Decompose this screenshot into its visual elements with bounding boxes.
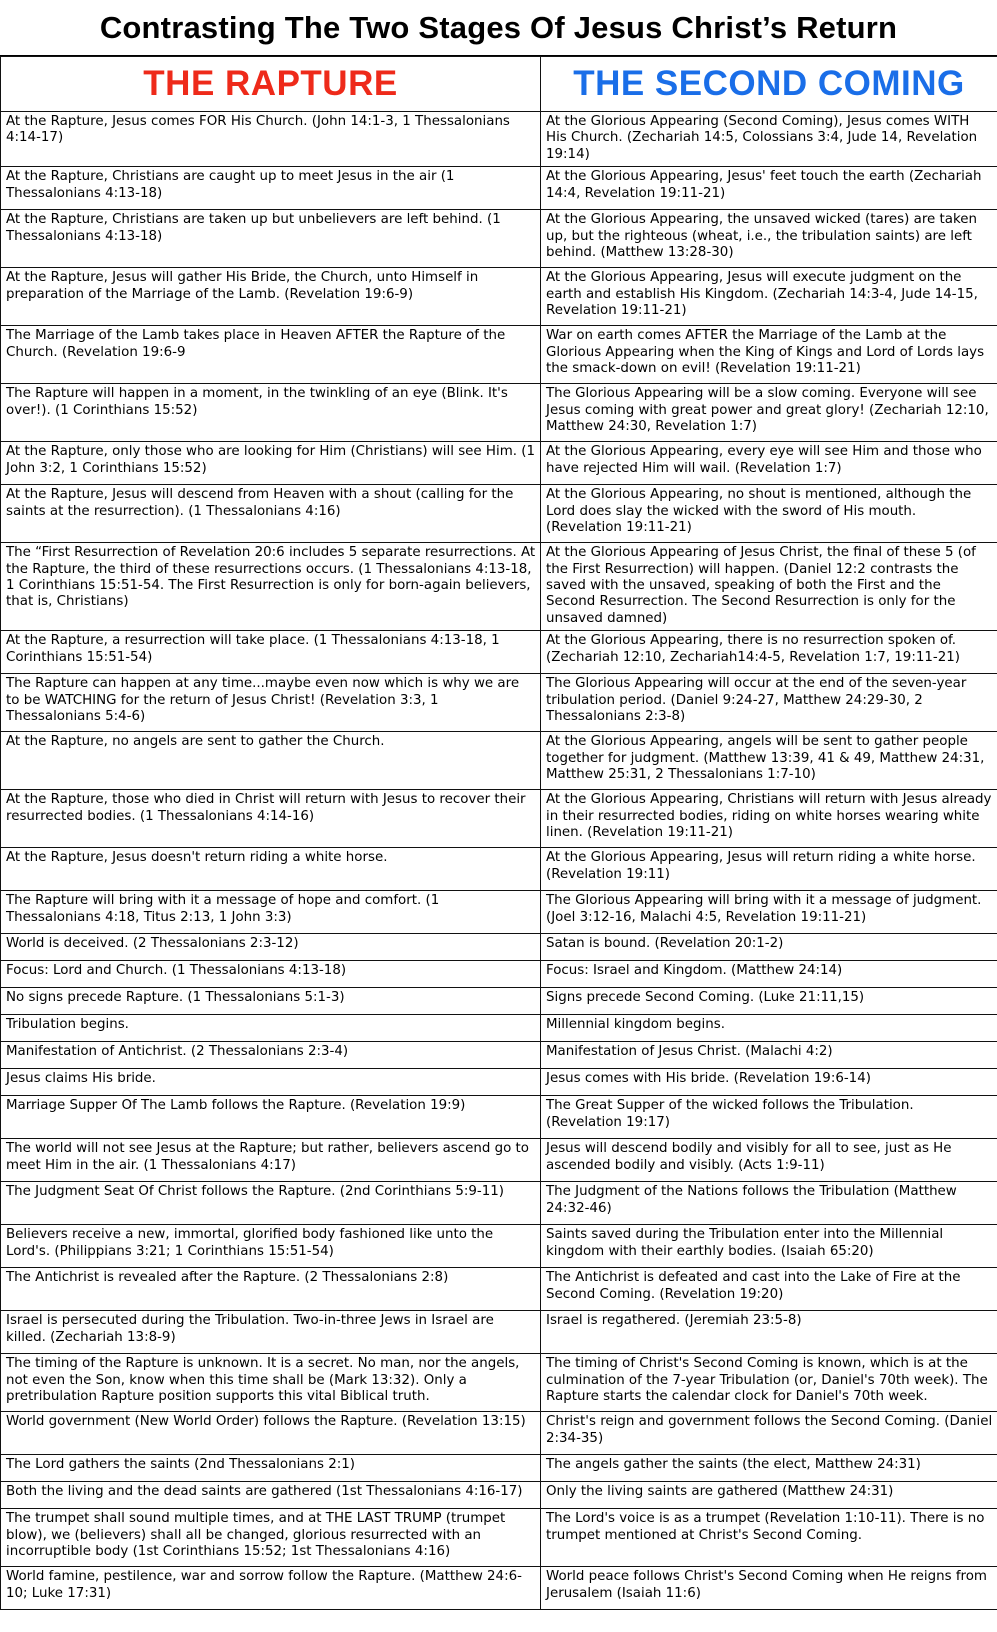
second-coming-cell: At the Glorious Appearing, there is no resurrection spoken of. (Zechariah 12:10, Zechariah14:4-5, Revelation 1:7, 19:11-21) — [541, 631, 997, 674]
second-coming-cell: World peace follows Christ's Second Coming when He reigns from Jerusalem (Isaiah 11:6) — [541, 1567, 997, 1610]
rapture-cell: At the Rapture, only those who are looking for Him (Christians) will see Him. (1 John 3:2, 1 Corinthians 15:52) — [1, 442, 541, 485]
rapture-cell: At the Rapture, no angels are sent to gather the Church. — [1, 732, 541, 790]
second-coming-cell: The Antichrist is defeated and cast into the Lake of Fire at the Second Coming. (Revelation 19:20) — [541, 1268, 997, 1311]
table-row — [1, 631, 997, 674]
rapture-cell: At the Rapture, those who died in Christ will return with Jesus to recover their resurrected bodies. (1 Thessalonians 4:14-16) — [1, 790, 541, 848]
second-coming-cell: The Glorious Appearing will be a slow coming. Everyone will see Jesus coming with great power and great glory! (Zechariah 12:10, Matthew 24:30, Revelation 1:7) — [541, 384, 997, 442]
second-coming-cell: Millennial kingdom begins. — [541, 1015, 997, 1042]
second-coming-cell: The timing of Christ's Second Coming is known, which is at the culmination of the 7-year Tribulation (or, Daniel's 70th week). The Rapture starts the calendar clock for Daniel's 70th week. — [541, 1354, 997, 1412]
table-row — [1, 1139, 997, 1182]
table-row — [1, 1455, 997, 1482]
rapture-cell: The Lord gathers the saints (2nd Thessalonians 2:1) — [1, 1455, 541, 1482]
rapture-cell: At the Rapture, Christians are taken up but unbelievers are left behind. (1 Thessalonians 4:13-18) — [1, 210, 541, 268]
table-row — [1, 1225, 997, 1268]
rapture-cell: Marriage Supper Of The Lamb follows the Rapture. (Revelation 19:9) — [1, 1096, 541, 1139]
table-row — [1, 1096, 997, 1139]
rapture-cell: The “First Resurrection of Revelation 20:6 includes 5 separate resurrections. At the Rapture, the third of these resurrections occurs. (1 Thessalonians 4:13-18, 1 Corinthians 15:51-54. The First Resurrection is only for born-again believers, that is, Christians) — [1, 543, 541, 631]
table-row — [1, 112, 997, 167]
rapture-cell: Jesus claims His bride. — [1, 1069, 541, 1096]
rapture-cell: No signs precede Rapture. (1 Thessalonians 5:1-3) — [1, 988, 541, 1015]
table-row — [1, 934, 997, 961]
rapture-cell: Manifestation of Antichrist. (2 Thessalonians 2:3-4) — [1, 1042, 541, 1069]
table-row — [1, 442, 997, 485]
second-coming-cell: Manifestation of Jesus Christ. (Malachi 4:2) — [541, 1042, 997, 1069]
rapture-cell: At the Rapture, Jesus doesn't return riding a white horse. — [1, 848, 541, 891]
table-row — [1, 326, 997, 384]
table-row — [1, 1567, 997, 1610]
rapture-cell: The timing of the Rapture is unknown. It is a secret. No man, nor the angels, not even the Son, know when this time shall be (Mark 13:32). Only a pretribulation Rapture position supports this vital Biblical truth. — [1, 1354, 541, 1412]
second-coming-cell: The Glorious Appearing will bring with it a message of judgment. (Joel 3:12-16, Malachi 4:5, Revelation 19:11-21) — [541, 891, 997, 934]
table-row — [1, 732, 997, 790]
second-coming-cell: At the Glorious Appearing, Jesus will return riding a white horse. (Revelation 19:11) — [541, 848, 997, 891]
table-row — [1, 1069, 997, 1096]
rapture-cell: World government (New World Order) follows the Rapture. (Revelation 13:15) — [1, 1412, 541, 1455]
rapture-cell: Both the living and the dead saints are gathered (1st Thessalonians 4:16-17) — [1, 1482, 541, 1509]
second-coming-cell: At the Glorious Appearing, angels will be sent to gather people together for judgment. (Matthew 13:39, 41 & 49, Matthew 24:31, Matthew 25:31, 2 Thessalonians 1:7-10) — [541, 732, 997, 790]
second-coming-header: THE SECOND COMING — [541, 57, 997, 112]
rapture-cell: At the Rapture, Jesus will gather His Bride, the Church, unto Himself in preparation of the Marriage of the Lamb. (Revelation 19:6-9) — [1, 268, 541, 326]
page-title: Contrasting The Two Stages Of Jesus Christ’s Return — [99, 9, 898, 45]
rapture-cell: World is deceived. (2 Thessalonians 2:3-12) — [1, 934, 541, 961]
second-coming-cell: Christ's reign and government follows the Second Coming. (Daniel 2:34-35) — [541, 1412, 997, 1455]
second-coming-cell: Jesus comes with His bride. (Revelation 19:6-14) — [541, 1069, 997, 1096]
rapture-cell: The Rapture will bring with it a message of hope and comfort. (1 Thessalonians 4:18, Titus 2:13, 1 John 3:3) — [1, 891, 541, 934]
title-bar — [0, 0, 997, 56]
second-coming-cell: At the Glorious Appearing, Jesus will execute judgment on the earth and establish His Kingdom. (Zechariah 14:3-4, Jude 14-15, Revelation 19:11-21) — [541, 268, 997, 326]
rapture-cell: At the Rapture, Jesus comes FOR His Church. (John 14:1-3, 1 Thessalonians 4:14-17) — [1, 112, 541, 167]
table-row — [1, 485, 997, 543]
rapture-cell: Focus: Lord and Church. (1 Thessalonians 4:13-18) — [1, 961, 541, 988]
rapture-cell: At the Rapture, Christians are caught up to meet Jesus in the air (1 Thessalonians 4:13-18) — [1, 167, 541, 210]
table-row — [1, 268, 997, 326]
table-row — [1, 1268, 997, 1311]
second-coming-cell: The Glorious Appearing will occur at the end of the seven-year tribulation period. (Daniel 9:24-27, Matthew 24:29-30, 2 Thessalonians 2:3-8) — [541, 674, 997, 732]
rapture-cell: The trumpet shall sound multiple times, and at THE LAST TRUMP (trumpet blow), we (believers) shall all be changed, glorious resurrected with an incorruptible body (1st Corinthians 15:52; 1st Thessalonians 4:16) — [1, 1509, 541, 1567]
second-coming-cell: At the Glorious Appearing, Christians will return with Jesus already in their resurrected bodies, riding on white horses wearing white linen. (Revelation 19:11-21) — [541, 790, 997, 848]
second-coming-cell: At the Glorious Appearing (Second Coming), Jesus comes WITH His Church. (Zechariah 14:5, Colossians 3:4, Jude 14, Revelation 19:14) — [541, 112, 997, 167]
second-coming-cell: Only the living saints are gathered (Matthew 24:31) — [541, 1482, 997, 1509]
second-coming-cell: War on earth comes AFTER the Marriage of the Lamb at the Glorious Appearing when the King of Kings and Lord of Lords lays the smack-down on evil! (Revelation 19:11-21) — [541, 326, 997, 384]
comparison-rows — [1, 112, 997, 1610]
rapture-cell: The Rapture can happen at any time...maybe even now which is why we are to be WATCHING for the return of Jesus Christ! (Revelation 3:3, 1 Thessalonians 5:4-6) — [1, 674, 541, 732]
rapture-cell: At the Rapture, Jesus will descend from Heaven with a shout (calling for the saints at the resurrection). (1 Thessalonians 4:16) — [1, 485, 541, 543]
table-row — [1, 848, 997, 891]
rapture-cell: The Antichrist is revealed after the Rapture. (2 Thessalonians 2:8) — [1, 1268, 541, 1311]
header-row — [1, 57, 997, 112]
comparison-table — [0, 56, 997, 1610]
rapture-cell: Believers receive a new, immortal, glorified body fashioned like unto the Lord's. (Philippians 3:21; 1 Corinthians 15:51-54) — [1, 1225, 541, 1268]
rapture-cell: At the Rapture, a resurrection will take place. (1 Thessalonians 4:13-18, 1 Corinthians 15:51-54) — [1, 631, 541, 674]
second-coming-cell: At the Glorious Appearing, Jesus' feet touch the earth (Zechariah 14:4, Revelation 19:11-21) — [541, 167, 997, 210]
table-row — [1, 1015, 997, 1042]
rapture-header: THE RAPTURE — [1, 57, 541, 112]
second-coming-cell: Jesus will descend bodily and visibly for all to see, just as He ascended bodily and visibly. (Acts 1:9-11) — [541, 1139, 997, 1182]
second-coming-cell: Saints saved during the Tribulation enter into the Millennial kingdom with their earthly bodies. (Isaiah 65:20) — [541, 1225, 997, 1268]
table-row — [1, 961, 997, 988]
rapture-cell: The world will not see Jesus at the Rapture; but rather, believers ascend go to meet Him in the air. (1 Thessalonians 4:17) — [1, 1139, 541, 1182]
second-coming-cell: At the Glorious Appearing, no shout is mentioned, although the Lord does slay the wicked with the sword of His mouth. (Revelation 19:11-21) — [541, 485, 997, 543]
table-row — [1, 1042, 997, 1069]
table-row — [1, 1182, 997, 1225]
table-row — [1, 543, 997, 631]
rapture-cell: The Marriage of the Lamb takes place in Heaven AFTER the Rapture of the Church. (Revelation 19:6-9 — [1, 326, 541, 384]
second-coming-cell: The angels gather the saints (the elect, Matthew 24:31) — [541, 1455, 997, 1482]
second-coming-cell: At the Glorious Appearing, every eye will see Him and those who have rejected Him will wail. (Revelation 1:7) — [541, 442, 997, 485]
second-coming-cell: At the Glorious Appearing of Jesus Christ, the final of these 5 (of the First Resurrection) will happen. (Daniel 12:2 contrasts the saved with the unsaved, speaking of both the First and the Second Resurrection. The Second Resurrection is only for the unsaved damned) — [541, 543, 997, 631]
table-row — [1, 167, 997, 210]
table-row — [1, 891, 997, 934]
table-row — [1, 674, 997, 732]
table-row — [1, 1482, 997, 1509]
rapture-cell: Tribulation begins. — [1, 1015, 541, 1042]
rapture-cell: World famine, pestilence, war and sorrow follow the Rapture. (Matthew 24:6-10; Luke 17:31) — [1, 1567, 541, 1610]
rapture-cell: The Judgment Seat Of Christ follows the Rapture. (2nd Corinthians 5:9-11) — [1, 1182, 541, 1225]
rapture-cell: The Rapture will happen in a moment, in the twinkling of an eye (Blink. It's over!). (1 Corinthians 15:52) — [1, 384, 541, 442]
second-coming-cell: The Great Supper of the wicked follows the Tribulation. (Revelation 19:17) — [541, 1096, 997, 1139]
table-row — [1, 384, 997, 442]
second-coming-cell: The Lord's voice is as a trumpet (Revelation 1:10-11). There is no trumpet mentioned at Christ's Second Coming. — [541, 1509, 997, 1567]
table-row — [1, 790, 997, 848]
table-row — [1, 1354, 997, 1412]
second-coming-cell: Israel is regathered. (Jeremiah 23:5-8) — [541, 1311, 997, 1354]
second-coming-cell: Focus: Israel and Kingdom. (Matthew 24:14) — [541, 961, 997, 988]
rapture-cell: Israel is persecuted during the Tribulation. Two-in-three Jews in Israel are killed. (Zechariah 13:8-9) — [1, 1311, 541, 1354]
table-row — [1, 210, 997, 268]
table-row — [1, 1509, 997, 1567]
table-row — [1, 988, 997, 1015]
table-row — [1, 1311, 997, 1354]
table-row — [1, 1412, 997, 1455]
second-coming-cell: At the Glorious Appearing, the unsaved wicked (tares) are taken up, but the righteous (wheat, i.e., the tribulation saints) are left behind. (Matthew 13:28-30) — [541, 210, 997, 268]
second-coming-cell: Signs precede Second Coming. (Luke 21:11,15) — [541, 988, 997, 1015]
second-coming-cell: The Judgment of the Nations follows the Tribulation (Matthew 24:32-46) — [541, 1182, 997, 1225]
second-coming-cell: Satan is bound. (Revelation 20:1-2) — [541, 934, 997, 961]
